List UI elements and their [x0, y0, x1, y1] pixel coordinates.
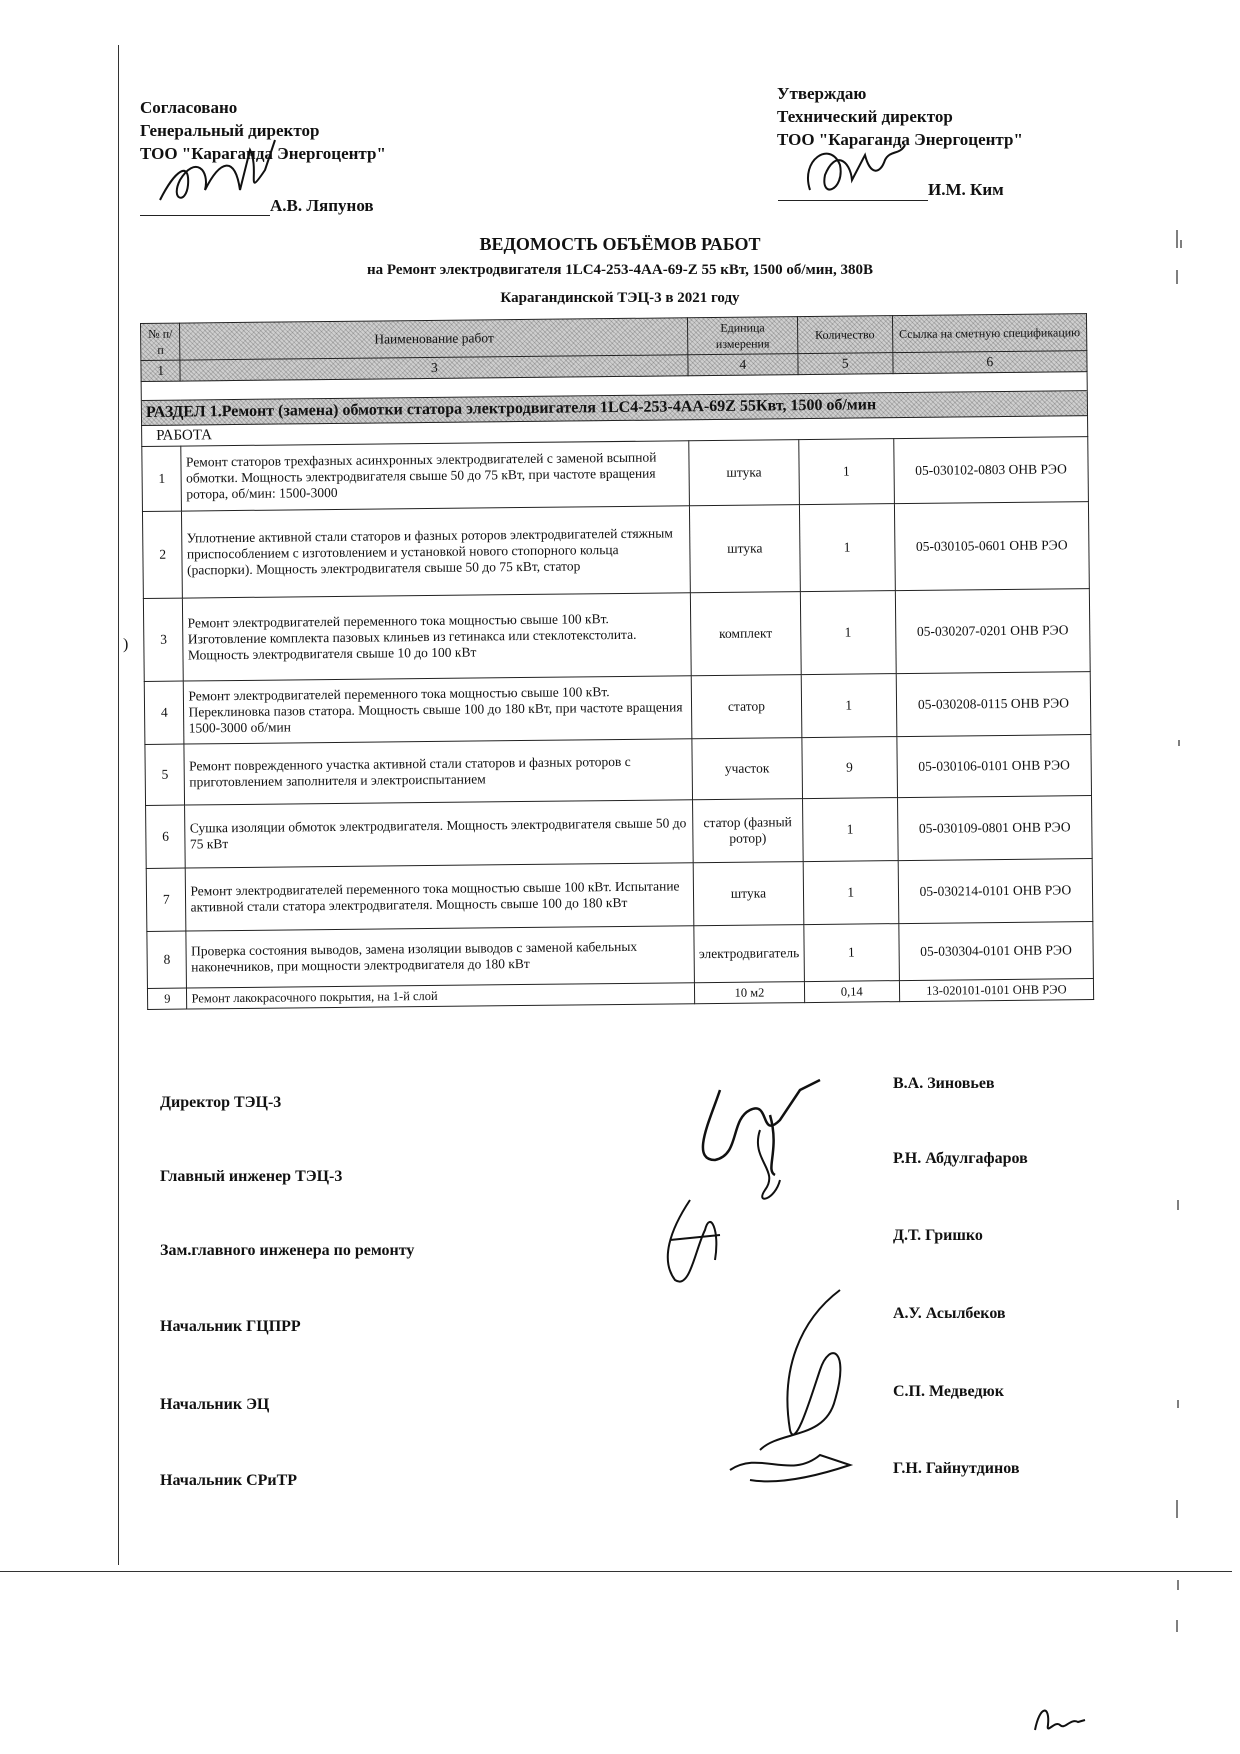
row-unit: участок: [692, 738, 802, 800]
row-name: Ремонт электродвигателей переменного тока мощностью свыше 100 кВт. Переклиновка пазов статора. Мощность свыше 100 до 180 кВт, при частоте вращения 1500-3000 об/мин: [184, 676, 692, 744]
table-row: [146, 796, 1093, 869]
row-num: 6: [146, 805, 186, 868]
row-unit: штука: [690, 505, 800, 593]
row-num: 1: [142, 446, 182, 511]
row-name: Уплотнение активной стали статоров и фазных роторов электродвигателей стяжным приспособлением с изготовлением и установкой нового стопорного кольца (распорки). Мощность электродвигателя свыше 50 до 75 кВт, статор: [182, 506, 691, 598]
approval-position: Генеральный директор: [140, 121, 320, 140]
row-qty: 9: [801, 737, 897, 799]
table-row: [142, 502, 1089, 599]
sign-position: Начальник ЭЦ: [160, 1396, 270, 1413]
sign-name: Д.Т. Гришко: [893, 1227, 983, 1244]
row-unit: штука: [689, 440, 799, 506]
row-num: 3: [143, 598, 183, 681]
approval-company: ТОО "Караганда Энергоцентр": [140, 144, 386, 163]
row-num: 4: [144, 681, 184, 744]
index-cell: 6: [893, 351, 1087, 374]
row-ref: 13-020101-0101 ОНВ РЭО: [899, 979, 1093, 1002]
row-name: Ремонт электродвигателей переменного тока мощностью свыше 100 кВт. Изготовление комплекта пазовых клиньев из гетинакса или стеклотекстолита. Мощность электродвигателя свыше 10 до 100 кВт: [183, 593, 692, 681]
row-unit: статор (фазный ротор): [693, 799, 803, 863]
table-row: [144, 672, 1091, 745]
document-title: ВЕДОМОСТЬ ОБЪЁМОВ РАБОТ: [479, 234, 761, 254]
cut-line: [0, 1571, 1232, 1572]
sign-position: Главный инженер ТЭЦ-3: [160, 1168, 343, 1185]
sign-position: Начальник СРиТР: [160, 1472, 298, 1489]
row-qty: 1: [798, 439, 894, 505]
approved-position: Технический директор: [777, 107, 953, 126]
row-unit: электродвигатель: [694, 925, 804, 983]
row-num: 8: [147, 931, 187, 988]
approved-label: Утверждаю: [777, 84, 867, 103]
row-num: 2: [142, 511, 182, 598]
row-qty: 1: [802, 798, 898, 862]
works-table: [140, 313, 1094, 1010]
index-cell: 3: [180, 355, 688, 381]
index-cell: 5: [797, 353, 892, 375]
sign-position: Зам.главного инженера по ремонту: [160, 1242, 415, 1259]
approval-label: Согласовано: [140, 98, 238, 117]
row-qty: 1: [803, 924, 899, 982]
row-name: Ремонт поврежденного участка активной стали статоров и фазных роторов с приготовлением заполнителя и электроиспытанием: [184, 739, 692, 805]
signature-chief-engineer: [740, 1120, 800, 1210]
row-ref: 05-030109-0801 ОНВ РЭО: [897, 796, 1092, 861]
document-subtitle: на Ремонт электродвигателя 1LC4-253-4АА-69-Z 55 кВт, 1500 об/мин, 380В: [366, 262, 874, 278]
approved-company: ТОО "Караганда Энергоцентр": [777, 130, 1023, 149]
left-edge-line: [118, 45, 119, 1565]
approval-signer: А.В. Ляпунов: [270, 196, 374, 215]
header-qty: Количество: [797, 316, 893, 354]
table-row: [143, 589, 1090, 682]
index-cell: 4: [688, 354, 797, 376]
header-unit: Единица измерения: [688, 317, 798, 355]
sign-name: С.П. Медведюк: [893, 1383, 1004, 1400]
row-ref: 05-030214-0101 ОНВ РЭО: [898, 859, 1093, 924]
approved-signer: И.М. Ким: [928, 180, 1004, 199]
row-qty: 1: [800, 591, 896, 675]
row-name: Ремонт электродвигателей переменного тока мощностью свыше 100 кВт. Испытание активной стали статора электродвигателя. Мощность свыше 100 до 180 кВт: [186, 863, 694, 931]
margin-marks: [1172, 200, 1186, 1700]
signature-gcprr: [720, 1280, 880, 1460]
sign-name: А.У. Асылбеков: [893, 1305, 1006, 1322]
row-unit: комплект: [691, 592, 801, 676]
row-qty: 1: [803, 861, 899, 925]
table-row: [142, 437, 1089, 512]
sign-position: Начальник ГЦПРР: [160, 1318, 301, 1335]
initials-mark: [1030, 1700, 1090, 1740]
row-name: Ремонт статоров трехфазных асинхронных электродвигателей с заменой всыпной обмотки. Мощность электродвигателя свыше 50 до 75 кВт, при частоте вращения ротора, об/мин: 1500-3000: [181, 441, 689, 511]
signature-srtr: [720, 1440, 860, 1490]
approved-signature: [790, 130, 920, 210]
sign-position: Директор ТЭЦ-3: [160, 1094, 282, 1111]
row-ref: 05-030304-0101 ОНВ РЭО: [899, 922, 1094, 981]
row-name: Ремонт лакокрасочного покрытия, на 1-й слой: [187, 983, 695, 1009]
sign-name: Р.Н. Абдулгафаров: [893, 1150, 1028, 1167]
index-cell: 1: [141, 360, 181, 381]
row-ref: 05-030106-0101 ОНВ РЭО: [897, 735, 1092, 798]
sign-name: В.А. Зиновьев: [893, 1075, 995, 1092]
header-ref: Ссылка на сметную спецификацию: [892, 314, 1087, 353]
row-ref: 05-030105-0601 ОНВ РЭО: [894, 502, 1089, 591]
row-qty: 1: [799, 504, 895, 592]
row-ref: 05-030102-0803 ОНВ РЭО: [894, 437, 1089, 504]
row-ref: 05-030207-0201 ОНВ РЭО: [895, 589, 1090, 674]
header-num: № п/п: [141, 323, 181, 360]
document-subtitle-plant: Карагандинской ТЭЦ-3 в 2021 году: [500, 290, 740, 306]
margin-bracket: ): [123, 636, 129, 653]
table-row: [145, 735, 1092, 806]
approval-signature: [150, 130, 290, 220]
row-name: Сушка изоляции обмоток электродвигателя. Мощность электродвигателя свыше 50 до 75 кВт: [185, 800, 693, 868]
header-name: Наименование работ: [180, 318, 688, 360]
row-num: 5: [145, 744, 185, 805]
sign-name: Г.Н. Гайнутдинов: [893, 1460, 1020, 1477]
section-title: РАЗДЕЛ 1.Ремонт (замена) обмотки статора электродвигателя 1LC4-253-4АА-69Z 55Квт, 1500 об/мин: [141, 391, 1087, 426]
table-row: [146, 859, 1093, 932]
row-num: 9: [147, 988, 187, 1009]
row-unit: 10 м2: [695, 982, 804, 1004]
subsection-title: РАБОТА: [142, 416, 1088, 447]
row-unit: штука: [693, 862, 803, 926]
row-num: 7: [146, 868, 186, 931]
row-qty: 1: [801, 674, 897, 738]
table-row: [147, 922, 1094, 989]
row-ref: 05-030208-0115 ОНВ РЭО: [896, 672, 1091, 737]
row-name: Проверка состояния выводов, замена изоляции выводов с заменой кабельных наконечников, при мощности электродвигателя до 180 кВт: [186, 926, 694, 988]
row-unit: статор: [692, 675, 802, 739]
row-qty: 0,14: [804, 981, 899, 1003]
